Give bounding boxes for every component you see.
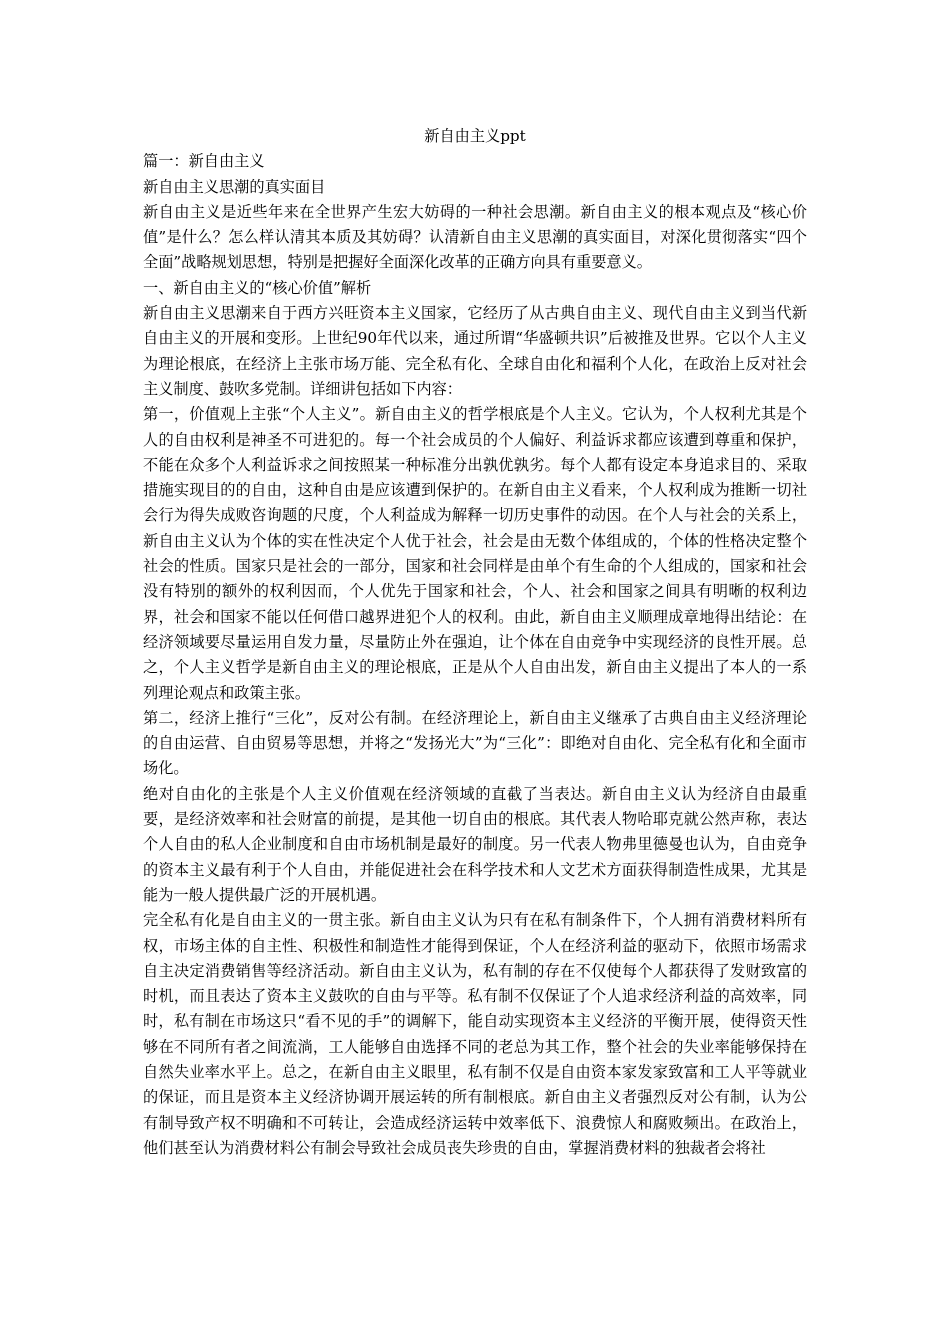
paragraph-article-title: 新自由主义思潮的真实面目 xyxy=(143,177,326,196)
paragraph-three-transformations: 第二，经济上推行“三化”，反对公有制。在经济理论上，新自由主义继承了古典自由主义经济理论的自由运营、自由贸易等思想，并将之“发扬光大”为“三化”：即绝对自由化、完全私有化和全面市场化。 xyxy=(143,708,807,778)
paragraph-heading-core-values: 一、新自由主义的“核心价值”解析 xyxy=(143,278,372,297)
document-title: 新自由主义ppt xyxy=(424,127,526,145)
paragraph-origin: 新自由主义思潮来自于西方兴旺资本主义国家，它经历了从古典自由主义、现代自由主义到当代新自由主义的开展和变形。上世纪90年代以来，通过所谓“华盛顿共识”后被推及世界。它以个人主义为理论根底，在经济上主张市场万能、完全私有化、全球自由化和福利个人化，在政治上反对社会主义制度、鼓吹多党制。详细讲包括如下内容： xyxy=(143,304,807,398)
paragraph-privatization: 完全私有化是自由主义的一贯主张。新自由主义认为只有在私有制条件下，个人拥有消费材料所有权，市场主体的自主性、积极性和制造性才能得到保证，个人在经济利益的驱动下，依照市场需求自主决定消费销售等经济活动。新自由主义认为，私有制的存在不仅使每个人都获得了发财致富的时机，而且表达了资本主义鼓吹的自由与平等。私有制不仅保证了个人追求经济利益的高效率，同时，私有制在市场这只“看不见的手”的调解下，能自动实现资本主义经济的平衡开展，使得资天性够在不同所有者之间流淌，工人能够自由选择不同的老总为其工作，整个社会的失业率能够保持在自然失业率水平上。总之，在新自由主义眼里，私有制不仅是自由资本家发家致富和工人平等就业的保证，而且是资本主义经济协调开展运转的所有制根底。新自由主义者强烈反对公有制，认为公有制导致产权不明确和不可转让，会造成经济运转中效率低下、浪费惊人和腐败频出。在政治上，他们甚至认为消费材料公有制会导致社会成员丧失珍贵的自由，掌握消费材料的独裁者会将社 xyxy=(143,911,807,1157)
document-page xyxy=(143,124,807,1161)
paragraph-liberalization: 绝对自由化的主张是个人主义价值观在经济领域的直截了当表达。新自由主义认为经济自由最重要，是经济效率和社会财富的前提，是其他一切自由的根底。其代表人物哈耶克就公然声称，表达个人自由的私人企业制度和自由市场机制是最好的制度。另一代表人物弗里德曼也认为，自由竞争的资本主义最有利于个人自由，并能促进社会在科学技术和人文艺术方面获得制造性成果，尤其是能为一般人提供最广泛的开展机遇。 xyxy=(143,784,807,904)
paragraph-intro: 新自由主义是近些年来在全世界产生宏大妨碍的一种社会思潮。新自由主义的根本观点及“核心价值”是什么？怎么样认清其本质及其妨碍？认清新自由主义思潮的真实面目，对深化贯彻落实“四个全面”战略规划思想，特别是把握好全面深化改革的正确方向具有重要意义。 xyxy=(143,202,807,272)
paragraph-section-heading: 篇一：新自由主义 xyxy=(143,152,265,171)
paragraph-individualism: 第一，价值观上主张“个人主义”。新自由主义的哲学根底是个人主义。它认为，个人权利尤其是个人的自由权利是神圣不可进犯的。每一个社会成员的个人偏好、利益诉求都应该遭到尊重和保护，不能在众多个人利益诉求之间按照某一种标准分出孰优孰劣。每个人都有设定本身追求目的、采取措施实现目的的自由，这种自由是应该遭到保护的。在新自由主义看来，个人权利成为推断一切社会行为得失成败咨询题的尺度，个人利益成为解释一切历史事件的动因。在个人与社会的关系上，新自由主义认为个体的实在性决定个人优于社会，社会是由无数个体组成的，个体的性格决定整个社会的性质。国家只是社会的一部分，国家和社会同样是由单个有生命的个人组成的，国家和社会没有特别的额外的权利因而，个人优先于国家和社会，个人、社会和国家之间具有明晰的权利边界，社会和国家不能以任何借口越界进犯个人的权利。由此，新自由主义顺理成章地得出结论：在经济领域要尽量运用自发力量，尽量防止外在强迫，让个体在自由竞争中实现经济的良性开展。总之，个人主义哲学是新自由主义的理论根底，正是从个人自由出发，新自由主义提出了本人的一系列理论观点和政策主张。 xyxy=(143,405,807,702)
